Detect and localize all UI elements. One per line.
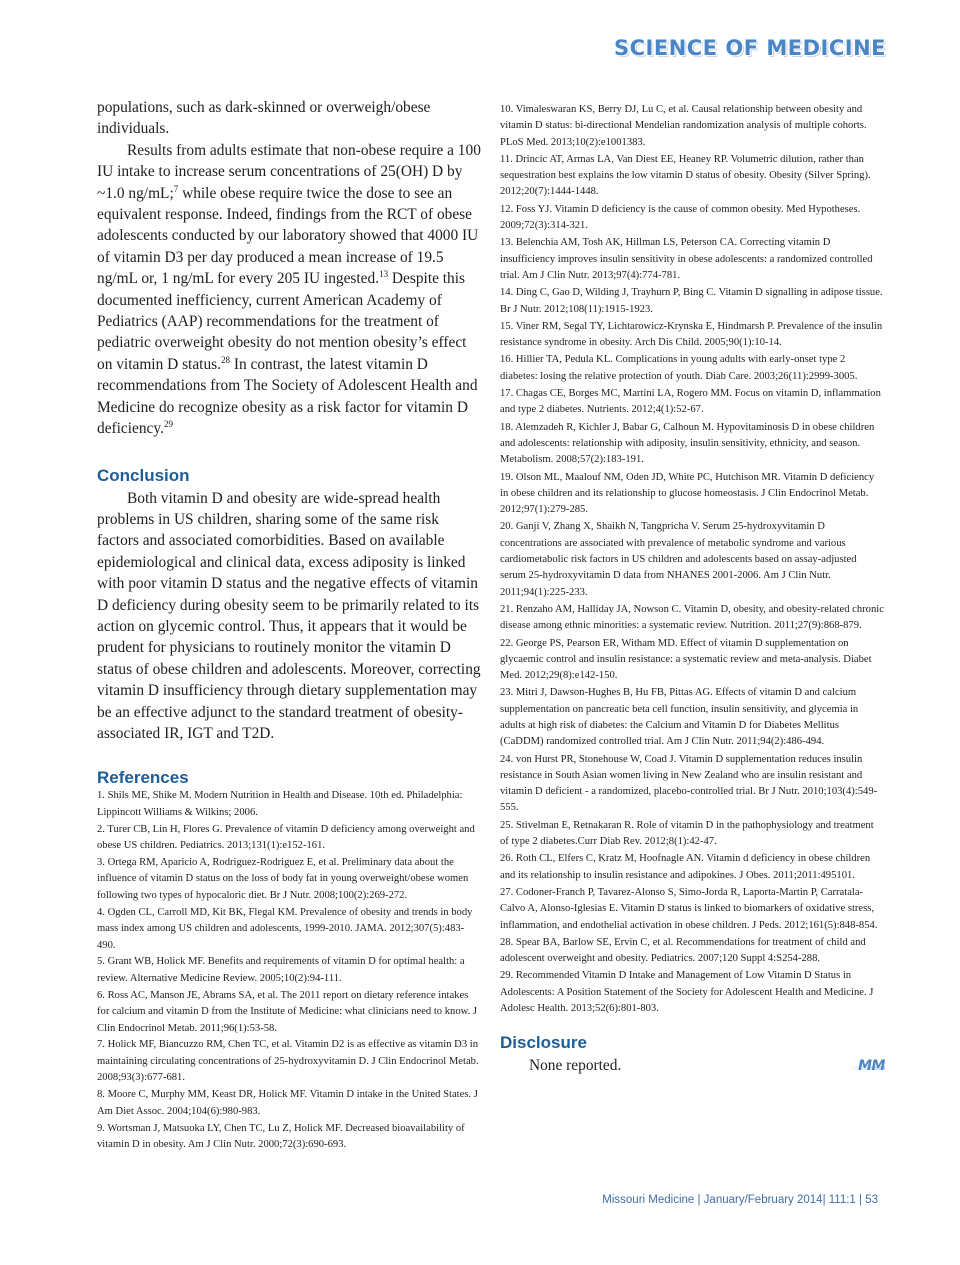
reference-item: 22. George PS, Pearson ER, Witham MD. Effect of vitamin D supplementation on glycaemic control and insulin resistance: a systematic review and meta-analysis. Diabet Med. 2012;29(8):e142-150. <box>500 637 872 682</box>
right-column <box>500 102 885 1076</box>
disclosure-row <box>500 1055 885 1076</box>
reference-item: 13. Belenchia AM, Tosh AK, Hillman LS, Peterson CA. Correcting vitamin D insufficiency improves insulin sensitivity in obese adolescents: a randomized controlled trial. Am J Clin Nutr. 2013;97(4):774-781. <box>500 237 873 281</box>
reference-list-right <box>500 102 885 1017</box>
reference-item: 17. Chagas CE, Borges MC, Martini LA, Rogero MM. Focus on vitamin D, inflammation and type 2 diabetes. Nutrients. 2012;4(1):52-67. <box>500 388 881 416</box>
reference-item: 29. Recommended Vitamin D Intake and Management of Low Vitamin D Status in Adolescents: A Position Statement of the Society for Adolescent Health and Medicine. J Adolesc Health. 2013;52(6):801-803. <box>500 970 874 1015</box>
references-heading: References <box>97 768 189 788</box>
reference-item: 11. Drincic AT, Armas LA, Van Diest EE, Heaney RP. Volumetric dilution, rather than sequestration best explains the low vitamin D status of obesity. Obesity (Silver Spring). 2012;20(7):1444-1448. <box>500 153 871 198</box>
citation-superscript: 28 <box>220 354 230 365</box>
left-column <box>97 97 481 1154</box>
reference-item: 26. Roth CL, Elfers C, Kratz M, Hoofnagle AN. Vitamin d deficiency in obese children and its relationship to insulin resistance and adipokines. J Obes. 2011;2011:495101. <box>500 853 871 881</box>
reference-item: 10. Vimaleswaran KS, Berry DJ, Lu C, et al. Causal relationship between obesity and vitamin D status: bi-directional Mendelian randomization analysis of multiple cohorts. PLoS Med. 2013;10(2):e1001383. <box>500 104 867 148</box>
page-footer: Missouri Medicine | January/February 2014| 111:1 | 53 <box>602 1194 878 1206</box>
reference-item: 4. Ogden CL, Carroll MD, Kit BK, Flegal KM. Prevalence of obesity and trends in body mass index among US children and adolescents, 1999-2010. JAMA. 2012;307(5):483-490. <box>97 906 473 951</box>
citation-superscript: 13 <box>379 269 389 280</box>
reference-item: 7. Holick MF, Biancuzzo RM, Chen TC, et al. Vitamin D2 is as effective as vitamin D3 in maintaining circulating concentrations of 25-hydroxyvitamin D. J Clin Endocrinol Metab. 2008;93(3):677-681. <box>97 1039 479 1084</box>
disclosure-text: None reported. <box>529 1057 622 1075</box>
reference-item: 8. Moore C, Murphy MM, Keast DR, Holick MF. Vitamin D intake in the United States. J Am Diet Assoc. 2004;104(6):980-983. <box>97 1089 478 1117</box>
reference-item: 2. Turer CB, Lin H, Flores G. Prevalence of vitamin D deficiency among overweight and obese US children. Pediatrics. 2013;131(1):e152-161. <box>97 823 475 852</box>
reference-item: 24. von Hurst PR, Stonehouse W, Coad J. Vitamin D supplementation reduces insulin resistance in South Asian women living in New Zealand who are insulin resistant and vitamin D deficient - a randomized, placebo-controlled trial. Br J Nutr. 2010;103(4):549-555. <box>500 753 878 814</box>
reference-item: 3. Ortega RM, Aparicio A, Rodriguez-Rodriguez E, et al. Preliminary data about the influence of vitamin D status on the loss of body fat in young overweight/obese women following two types of hypocaloric diet. Br J Nutr. 2008;100(2):269-272. <box>97 857 469 901</box>
reference-item: 25. Stivelman E, Retnakaran R. Role of vitamin D in the pathophysiology and treatment of type 2 diabetes.Curr Diab Rev. 2012;8(1):42-47. <box>500 819 874 848</box>
reference-item: 14. Ding C, Gao D, Wilding J, Trayhurn P, Bing C. Vitamin D signalling in adipose tissue. Br J Nutr. 2012;108(11):1915-1923. <box>500 287 883 315</box>
reference-list-left <box>97 788 481 1153</box>
section-header: SCIENCE OF MEDICINE <box>614 36 886 60</box>
disclosure-heading: Disclosure <box>500 1033 587 1053</box>
intro-paragraph: populations, such as dark-skinned or overweigh/obese individuals. <box>97 99 431 138</box>
reference-item: 16. Hillier TA, Pedula KL. Complications in young adults with early-onset type 2 diabetes: losing the relative protection of youth. Diab Care. 2003;26(11):2999-3005. <box>500 354 858 382</box>
reference-item: 23. Mitri J, Dawson-Hughes B, Hu FB, Pittas AG. Effects of vitamin D and calcium supplementation on pancreatic beta cell function, insulin sensitivity, and glycemia in adults at high risk of diabetes: the Calcium and Vitamin D for Diabetes Mellitus (CaDDM) randomized controlled trial. Am J Clin Nutr. 2011;94(2):486-494. <box>500 687 859 748</box>
reference-item: 27. Codoner-Franch P, Tavarez-Alonso S, Simo-Jorda R, Laporta-Martin P, Carratala-Calvo A, Alonso-Iglesias E. Vitamin D status is linked to biomarkers of oxidative stress, inflammation, and endothelial activation in obese children. J Peds. 2012;161(5):848-854. <box>500 886 878 931</box>
reference-item: 28. Spear BA, Barlow SE, Ervin C, et al. Recommendations for treatment of child and adolescent overweight and obesity. Pediatrics. 2007;120 Suppl 4:S254-288. <box>500 936 866 965</box>
reference-item: 18. Alemzadeh R, Kichler J, Babar G, Calhoun M. Hypovitaminosis D in obese children and adolescents: relationship with adiposity, insulin sensitivity, ethnicity, and season. Metabolism. 2008;57(2):183-191. <box>500 421 875 466</box>
conclusion-paragraph: Both vitamin D and obesity are wide-spread health problems in US children, sharing some of the same risk factors and associated comorbidities. Based on available epidemiological and clinical data, excess adiposity is linked with poor vitamin D status and the negative effects of vitamin D deficiency during obesity seem to be primarily related to its action on glycemic control. Thus, it appears that it would be prudent for physicians to routinely monitor the vitamin D status of obese children and adolescents. Moreover, correcting vitamin D insufficiency through dietary supplementation may be an effective adjunct to the standard treatment of obesity-associated IR, IGT and T2D. <box>97 489 481 742</box>
reference-item: 5. Grant WB, Holick MF. Benefits and requirements of vitamin D for optimal health: a review. Alternative Medicine Review. 2005;10(2):94-111. <box>97 956 465 984</box>
conclusion-heading: Conclusion <box>97 465 190 485</box>
reference-item: 12. Foss YJ. Vitamin D deficiency is the cause of common obesity. Med Hypotheses. 2009;72(3):314-321. <box>500 203 861 232</box>
citation-superscript: 7 <box>173 183 179 194</box>
reference-item: 9. Wortsman J, Matsuoka LY, Chen TC, Lu Z, Holick MF. Decreased bioavailability of vitamin D in obesity. Am J Clin Nutr. 2000;72(3):690-693. <box>97 1122 465 1150</box>
reference-item: 15. Viner RM, Segal TY, Lichtarowicz-Krynska E, Hindmarsh P. Prevalence of the insulin resistance syndrome in obesity. Arch Dis Child. 2005;90(1):10-14. <box>500 320 883 349</box>
reference-item: 1. Shils ME, Shike M. Modern Nutrition in Health and Disease. 10th ed. Philadelphia: Lippincott Williams & Wilkins; 2006. <box>97 790 463 818</box>
reference-item: 6. Ross AC, Manson JE, Abrams SA, et al. The 2011 report on dietary reference intakes for calcium and vitamin D from the Institute of Medicine: what clinicians need to know. J Clin Endocrinol Metab. 2011;96(1):53-58. <box>97 989 477 1034</box>
reference-item: 19. Olson ML, Maalouf NM, Oden JD, White PC, Hutchison MR. Vitamin D deficiency in obese children and its relationship to glucose homeostasis. J Clin Endocrinol Metab. 2012;97(1):279-285. <box>500 471 875 516</box>
citation-superscript: 29 <box>163 419 173 430</box>
reference-item: 21. Renzaho AM, Halliday JA, Nowson C. Vitamin D, obesity, and obesity-related chronic disease among ethnic minorities: a systematic review. Nutrition. 2011;27(9):868-879. <box>500 603 884 632</box>
mm-logo-icon: MM <box>848 1058 885 1074</box>
results-paragraph: Results from adults estimate that non-obese require a 100 IU intake to increase serum concentrations of 25(OH) D by ~1.0 ng/mL;$^7$ while obese require twice the dose to see an equivalent response. Indeed, findings from the RCT of obese adolescents conducted by our laboratory showed that 4000 IU of vitamin D3 per day produced a mean increase of 19.5 ng/mL or, 1 ng/mL for every 205 IU ingested.$^{13}$ Despite this documented inefficiency, current American Academy of Pediatrics (AAP) recommendations for the treatment of pediatric overweight obesity do not mention obesity’s effect on vitamin D status.$^{28}$ In contrast, the latest vitamin D recommendations from The Society of Adolescent Health and Medicine do recognize obesity as a risk factor for vitamin D deficiency.$^{29}$ <box>97 141 481 438</box>
reference-item: 20. Ganji V, Zhang X, Shaikh N, Tangpricha V. Serum 25-hydroxyvitamin D concentrations are associated with prevalence of metabolic syndrome and various cardiometabolic risk factors in US children and adolescents based on assay-adjusted serum 25-hydroxyvitamin D data from NHANES 2001-2006. Am J Clin Nutr. 2011;94(1):225-233. <box>500 521 857 598</box>
